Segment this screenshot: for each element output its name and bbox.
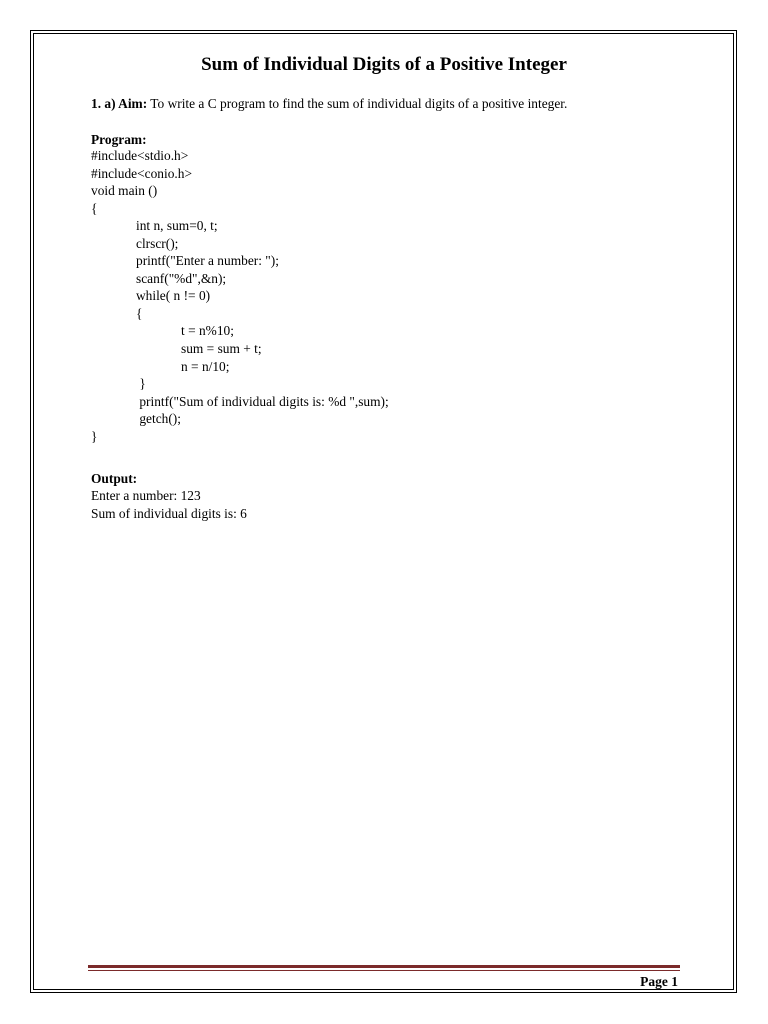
- code-line: void main (): [91, 183, 158, 199]
- code-line: n = n/10;: [181, 358, 230, 374]
- code-line: int n, sum=0, t;: [136, 218, 218, 234]
- footer-rule: [88, 965, 680, 968]
- program-output: [91, 487, 247, 522]
- code-line: t = n%10;: [181, 323, 234, 339]
- aim-text: To write a C program to find the sum of individual digits of a positive integer.: [147, 96, 568, 111]
- page-number: Page 1: [640, 974, 678, 989]
- code-line: clrscr();: [136, 235, 179, 251]
- output-line: Sum of individual digits is: 6: [91, 505, 247, 521]
- code-line: printf("Sum of individual digits is: %d ",sum);: [136, 393, 389, 409]
- code-line: {: [136, 305, 143, 321]
- code-line: }: [91, 428, 98, 444]
- footer-rule-thin: [88, 970, 680, 971]
- code-line: while( n != 0): [136, 288, 211, 304]
- output-heading: Output:: [91, 471, 138, 486]
- program-heading: Program:: [91, 132, 147, 147]
- code-line: {: [91, 200, 98, 216]
- aim-paragraph: [91, 95, 567, 112]
- code-line: printf("Enter a number: ");: [136, 253, 279, 269]
- output-line: Enter a number: 123: [91, 488, 201, 503]
- code-line: }: [136, 376, 146, 392]
- code-line: scanf("%d",&n);: [136, 270, 227, 286]
- program-code: [91, 147, 389, 445]
- code-line: sum = sum + t;: [181, 341, 262, 357]
- code-line: getch();: [136, 411, 181, 427]
- code-line: #include<stdio.h>: [91, 148, 189, 163]
- code-line: #include<conio.h>: [91, 165, 193, 181]
- document-title: Sum of Individual Digits of a Positive Integer: [201, 54, 567, 75]
- aim-label: 1. a) Aim:: [91, 96, 148, 111]
